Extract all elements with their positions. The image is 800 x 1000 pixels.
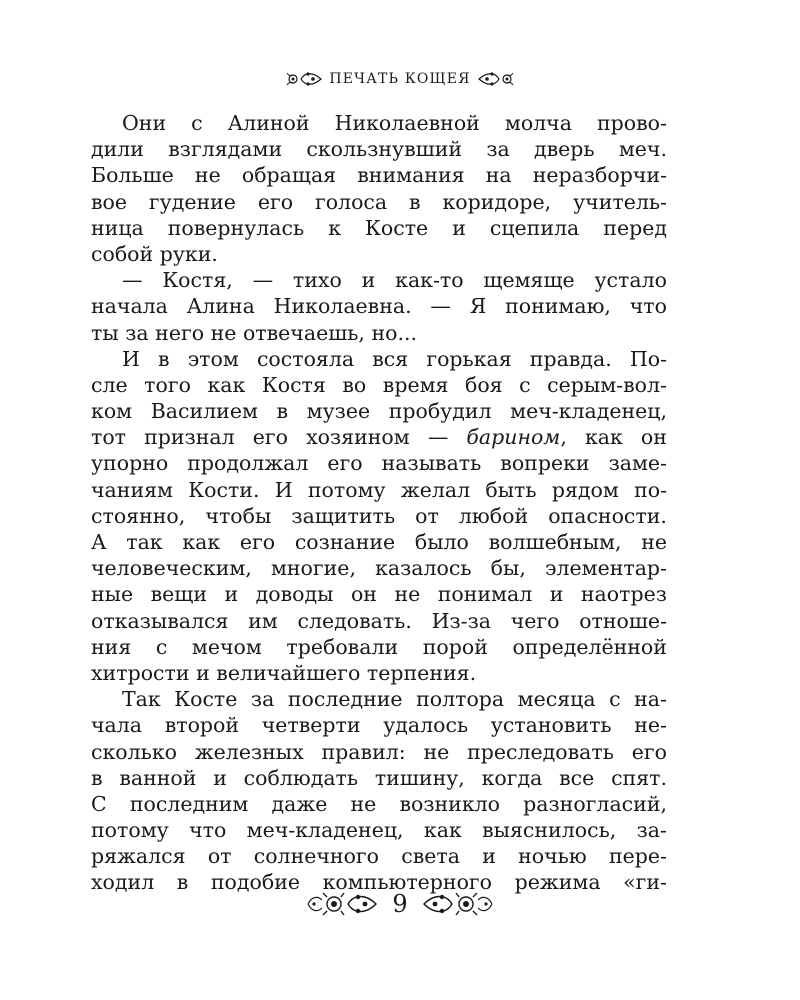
text-line: человеческим, многие, казалось бы, элементар- [91, 556, 667, 581]
text-line: Больше не обращая внимания на неразборчи- [91, 163, 667, 188]
text-line: начала Алина Николаевна. — Я понимаю, что [91, 294, 667, 319]
text-line: сколько железных правил: не преследовать его [91, 739, 667, 764]
text-line: ния с мечом требовали порой определённой [91, 634, 667, 659]
paragraph [91, 267, 667, 346]
text-line: — Костя, — тихо и как-то щемяще устало [122, 268, 667, 293]
text-line: И в этом состояла вся горькая правда. По- [122, 346, 667, 371]
running-head-title: ПЕЧАТЬ КОЩЕЯ [329, 71, 471, 87]
running-head [0, 68, 800, 90]
text-line: ные вещи и доводы он не понимал и наотрез [91, 582, 667, 607]
page-number: 9 [392, 890, 408, 918]
text-line: Так Косте за последние полтора месяца с на- [122, 687, 667, 712]
paragraph [91, 346, 667, 686]
text-line: упорно продолжал его называть вопреки заме- [91, 451, 667, 476]
text-line: хитрости и величайшего терпения. [91, 660, 477, 685]
floral-ornament-icon [422, 888, 496, 920]
text-line: чаниям Кости. И потому желал быть рядом по- [91, 477, 667, 502]
text-line: ряжался от солнечного света и ночью пере- [91, 844, 667, 869]
page-footer [0, 888, 800, 920]
text-line: вое гудение его голоса в коридоре, учитель- [91, 189, 667, 214]
text-line: отказывался им следовать. Из-за чего отноше- [91, 608, 667, 633]
text-line: ты за него не отвечаешь, но... [91, 320, 418, 345]
text-line: ком Василием в музее пробудил меч-кладенец, [91, 399, 667, 424]
text-line: тот признал его хозяином — барином, как он [91, 425, 667, 450]
text-line: А так как его сознание было волшебным, не [91, 530, 667, 554]
floral-ornament-icon [283, 68, 323, 90]
floral-ornament-icon [304, 888, 378, 920]
text-line: дили взглядами скользнувший за дверь меч. [91, 137, 667, 162]
floral-ornament-icon [477, 68, 517, 90]
text-line: потому что меч-кладенец, как выяснилось, за- [91, 818, 667, 843]
text-line: ница повернулась к Косте и сцепила перед [91, 215, 667, 240]
paragraph [91, 686, 667, 896]
text-line: С последним даже не возникло разногласий, [91, 791, 667, 816]
text-line: чала второй четверти удалось установить не- [91, 713, 667, 738]
text-line: стоянно, чтобы защитить от любой опасности. [91, 503, 667, 528]
text-line: в ванной и соблюдать тишину, когда все спят. [91, 765, 667, 790]
text-line: собой руки. [91, 241, 218, 266]
text-line: сле того как Костя во время боя с серым-вол- [91, 372, 667, 397]
text-line: ходил в подобие компьютерного режима «ги- [91, 870, 667, 895]
body-text [91, 110, 667, 896]
text-line: Они с Алиной Николаевной молча прово- [122, 111, 667, 135]
paragraph [91, 110, 667, 267]
